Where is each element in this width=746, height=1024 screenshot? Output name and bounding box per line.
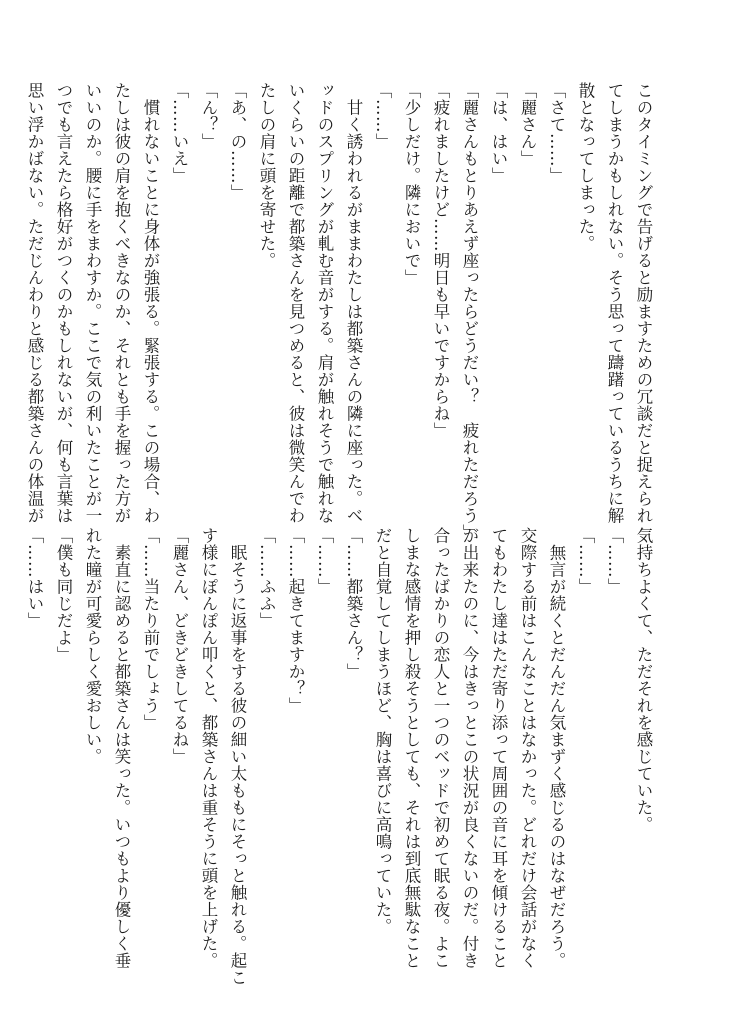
- text-line: だと自覚してしまうほど、胸は喜びに高鳴っていた。: [373, 527, 392, 935]
- text-line: ッドのスプリングが軋む音がする。肩が触れそうで触れな: [315, 82, 334, 524]
- text-line: 「……はい」: [25, 527, 44, 629]
- text-line: が出来たのに、今はきっとこの状況が良くないのだ。付き: [460, 527, 479, 969]
- text-line: このタイミングで告げると励ますための冗談だと捉えられ: [634, 82, 653, 524]
- text-line: れた瞳が可愛らしく愛おしい。: [83, 527, 102, 765]
- text-line: いくらいの距離で都築さんを見つめると、彼は微笑んでわ: [286, 82, 305, 524]
- text-line: 「僕も同じだよ」: [54, 527, 73, 663]
- text-line: 眠そうに返事をする彼の細い太ももにそっと触れる。起こ: [228, 527, 247, 986]
- text-line: 思い浮かばない。ただじんわりと感じる都築さんの体温が: [25, 82, 44, 524]
- text-line: しまな感情を押し殺そうとしても、それは到底無駄なこと: [402, 527, 421, 969]
- text-line: 甘く誘われるがままわたしは都築さんの隣に座った。ベ: [344, 82, 363, 524]
- text-line: 「疲れましたけど……明日も早いですからね」: [431, 82, 450, 439]
- text-line: 「……当たり前でしょう」: [141, 527, 160, 731]
- text-line: てもわたし達はただ寄り添って周囲の音に耳を傾けること: [489, 527, 508, 969]
- text-line: 「麗さん、どきどきしてるね」: [170, 527, 189, 765]
- text-line: 「ん？」: [199, 82, 218, 150]
- text-line: 「……」: [373, 82, 392, 150]
- text-line: 「……都築さん？」: [344, 527, 363, 680]
- text-line: 「……」: [315, 527, 334, 595]
- text-line: 「麗さん」: [518, 82, 537, 167]
- text-line: たしの肩に頭を寄せた。: [257, 82, 276, 269]
- text-line: 散となってしまった。: [576, 82, 595, 252]
- text-line: 「あ、の……」: [228, 82, 247, 201]
- text-line: す様にぽんぽん叩くと、都築さんは重そうに頭を上げた。: [199, 527, 218, 969]
- text-line: 「……起きてますか？」: [286, 527, 305, 714]
- text-line: 「少しだけ。隣においで」: [402, 82, 421, 286]
- text-line: 交際する前はこんなことはなかった。どれだけ会話がなく: [518, 527, 537, 969]
- text-line: 慣れないことに身体が強張る。緊張する。この場合、わ: [141, 82, 160, 524]
- text-line: いいのか。腰に手をまわすか。ここで気の利いたことが一: [83, 82, 102, 524]
- text-line: 「……」: [605, 527, 624, 595]
- text-line: つでも言えたら格好がつくのかもしれないが、何も言葉は: [54, 82, 73, 524]
- text-line: 「さて……」: [547, 82, 566, 184]
- text-line: 「……」: [576, 527, 595, 595]
- text-line: たしは彼の肩を抱くべきなのか、それとも手を握った方が: [112, 82, 131, 524]
- text-line: 「は、はい」: [489, 82, 508, 184]
- text-tier-bottom: [25, 527, 658, 986]
- text-line: 無言が続くとだんだん気まずく感じるのはなぜだろう。: [547, 527, 566, 969]
- text-line: 気持ちよくて、ただそれを感じていた。: [634, 527, 653, 833]
- text-tier-top: [25, 82, 658, 541]
- text-line: 素直に認めると都築さんは笑った。いつもより優しく垂: [112, 527, 131, 969]
- text-line: 「……いえ」: [170, 82, 189, 184]
- text-line: 「……ふふ」: [257, 527, 276, 629]
- text-line: 合ったばかりの恋人と一つのベッドで初めて眠る夜。よこ: [431, 527, 450, 969]
- text-line: てしまうかもしれない。そう思って躊躇っているうちに解: [605, 82, 624, 524]
- text-line: 「麗さんもとりあえず座ったらどうだい？ 疲れただろう」: [460, 82, 479, 541]
